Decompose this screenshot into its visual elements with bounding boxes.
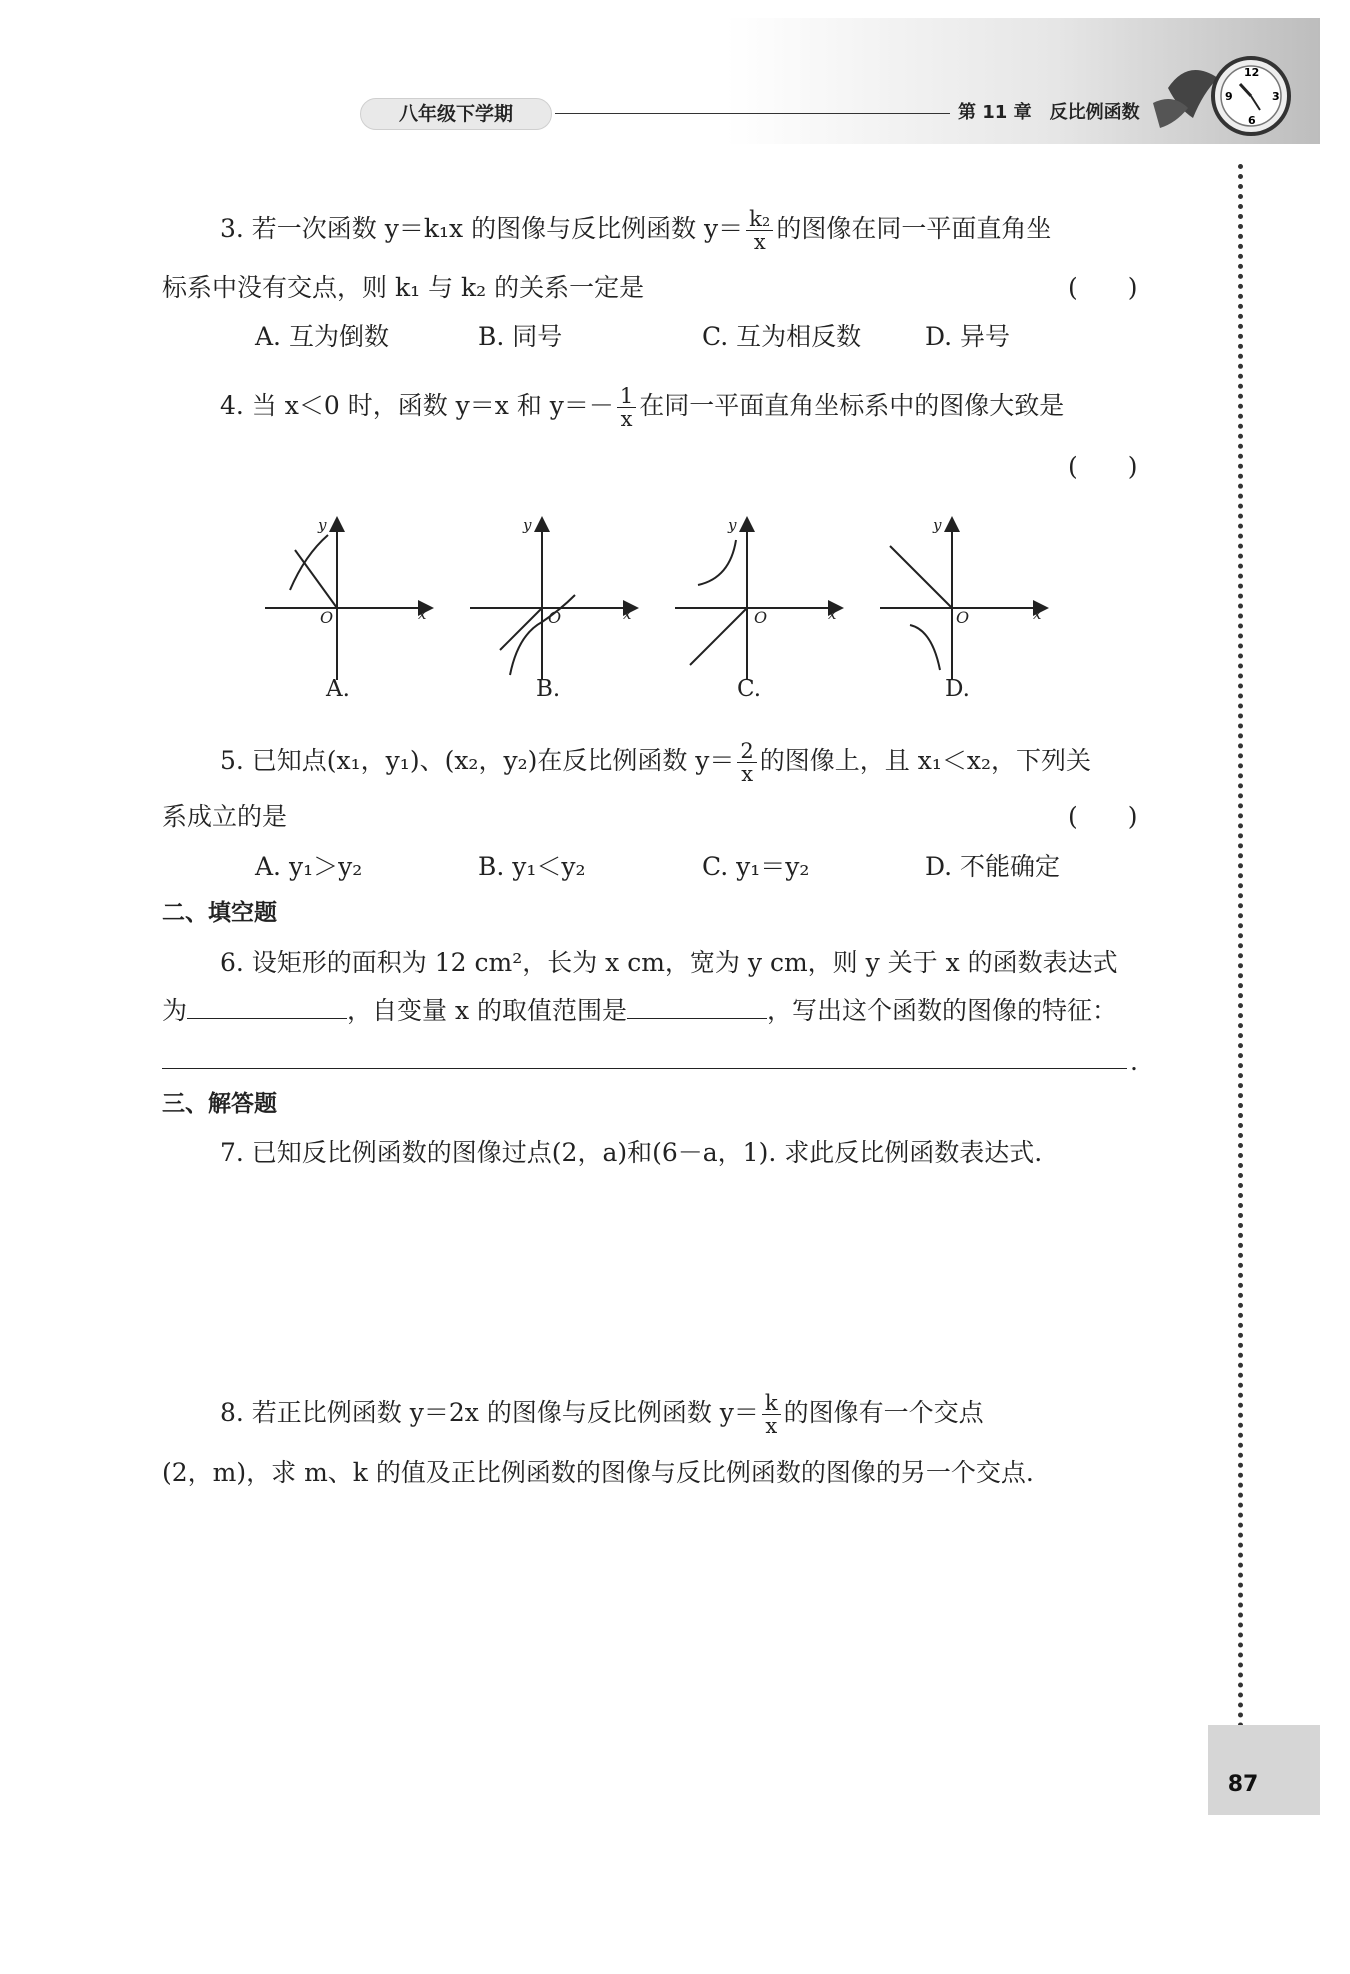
- q8-line1: 8. 若正比例函数 y＝2x 的图像与反比例函数 y＝ $\frac{k}{x}$ 的图像有一个交点: [220, 1391, 984, 1438]
- q5-option-d: D. 不能确定: [925, 852, 1061, 881]
- section-answer-title: 三、解答题: [162, 1091, 277, 1117]
- svg-text:3: 3: [1272, 90, 1280, 103]
- q3-option-b: B. 同号: [478, 322, 563, 351]
- svg-text:9: 9: [1225, 90, 1233, 103]
- q3-option-c: C. 互为相反数: [702, 322, 862, 351]
- compass-logo-icon: [1148, 48, 1298, 148]
- graph-label-c: C.: [737, 676, 762, 702]
- q3-line2: 标系中没有交点，则 k₁ 与 k₂ 的关系一定是: [162, 273, 645, 302]
- page-number-tab: [1208, 1725, 1320, 1815]
- q6-blank-range[interactable]: [627, 994, 767, 1019]
- q4-line1: 4. 当 x＜0 时，函数 y＝x 和 y＝－ $\frac{1}{x}$ 在同一平面直角坐标系中的图像大致是: [220, 384, 1065, 431]
- svg-text:12: 12: [1244, 66, 1260, 79]
- svg-text:6: 6: [1248, 114, 1256, 127]
- q6-line2: 为 ，自变量 x 的取值范围是 ，写出这个函数的图像的特征：: [162, 996, 1118, 1025]
- section-fill-in-title: 二、填空题: [162, 900, 277, 926]
- header-divider: [555, 113, 950, 114]
- q6-blank-expression[interactable]: [187, 994, 347, 1019]
- q3-line1: 3. 若一次函数 y＝k₁x 的图像与反比例函数 y＝ $\frac{\text{k₂}}{x}$ 的图像在同一平面直角坐: [220, 207, 1052, 254]
- q5-option-c: C. y₁＝y₂: [702, 852, 810, 881]
- chapter-title: 第 11 章 反比例函数: [958, 102, 1140, 123]
- graph-label-a: A.: [326, 676, 350, 702]
- graph-a: [265, 520, 430, 680]
- q3-option-d: D. 异号: [925, 322, 1011, 351]
- q7-text: 7. 已知反比例函数的图像过点(2，a)和(6－a，1). 求此反比例函数表达式.: [220, 1138, 1043, 1167]
- q3-option-a: A. 互为倒数: [255, 322, 389, 351]
- q6-end: .: [1130, 1047, 1138, 1076]
- q5-option-a: A. y₁＞y₂: [255, 852, 363, 881]
- q6-blank-feature[interactable]: [162, 1068, 1127, 1069]
- graph-label-b: B.: [536, 676, 561, 702]
- graph-d: [880, 520, 1045, 680]
- page-number: 87: [1227, 1772, 1259, 1797]
- q4-graphs: [260, 510, 1060, 690]
- dotted-margin-line: [1238, 164, 1243, 1729]
- q5-line1: 5. 已知点(x₁，y₁)、(x₂，y₂)在反比例函数 y＝ $\frac{2}{x}$ 的图像上，且 x₁＜x₂，下列关: [220, 739, 1091, 786]
- q4-answer-paren: ( ): [1068, 452, 1138, 481]
- graph-b: [470, 520, 635, 680]
- q5-option-b: B. y₁＜y₂: [478, 852, 586, 881]
- grade-label: 八年级下学期: [360, 98, 552, 130]
- graph-c: [675, 520, 840, 680]
- q5-line2: 系成立的是: [162, 802, 288, 831]
- q6-line1: 6. 设矩形的面积为 12 cm²，长为 x cm，宽为 y cm，则 y 关于 x 的函数表达式: [220, 948, 1118, 977]
- q8-line2: (2，m)，求 m、k 的值及正比例函数的图像与反比例函数的图像的另一个交点.: [162, 1458, 1034, 1487]
- q5-answer-paren: ( ): [1068, 802, 1138, 831]
- q8-fraction: $\frac{k}{x}$: [762, 1392, 781, 1437]
- q4-fraction: $\frac{1}{x}$: [617, 385, 636, 430]
- q3-answer-paren: ( ): [1068, 273, 1138, 302]
- q5-fraction: $\frac{2}{x}$: [737, 740, 756, 785]
- q3-fraction: $\frac{\text{k₂}}{x}$: [746, 208, 773, 253]
- graph-label-d: D.: [945, 676, 970, 702]
